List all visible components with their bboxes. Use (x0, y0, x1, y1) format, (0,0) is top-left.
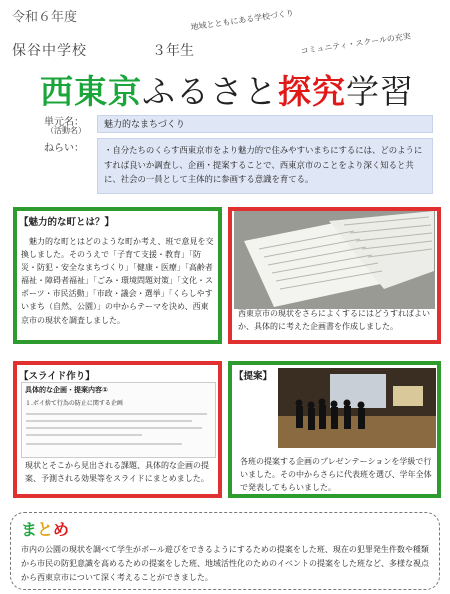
title-part-3: 探究 (278, 72, 346, 111)
school-name: 保谷中学校 (12, 43, 87, 59)
aim-label: ねらい： (44, 143, 84, 154)
title-part-2: ふるさと (142, 72, 278, 111)
school-year: 令和６年度 (12, 10, 78, 25)
grade-label: ３年生 (152, 43, 194, 59)
plan-photo (234, 211, 435, 309)
proposal-photo (278, 368, 436, 448)
section-slide (13, 361, 222, 498)
summary-text: 市内の公園の現状を調べて学生がボール遊びをできるようにするための提案をした班、現在の犯罪発生件数や種類から市民の防犯意識を高めるための提案をした班、地域活性化のためのイベントの提案をした班など、多様な視点から西東京市について深く考えることができました。 (21, 545, 429, 582)
slide-text-lines (22, 408, 215, 456)
summary-heading-1: ま (21, 520, 38, 539)
section-charm-heading: 【魅力的な町とは？】 (19, 217, 115, 228)
slide-title: 具体的な企画・提案内容① (25, 386, 108, 394)
section-charm (13, 207, 222, 344)
unit-sublabel: （活動名） (46, 126, 86, 135)
aim-text: ・自分たちのくらす西東京市をより魅力的で住みやすいまちにするには、どのようにすれば良いか調査し、企画・提案することで、西東京市のことをより深く知ると共に、社会の一員として主体的に参画する意識を育てる。 (97, 138, 433, 194)
section-slide-heading: 【スライド作り】 (19, 371, 95, 382)
title-part-4: 学習 (346, 72, 414, 111)
section-proposal-heading: 【提案】 (234, 371, 273, 382)
section-proposal-caption: 各班の提案する企画のプレゼンテーションを学級で行いました。その中からさらに代表班を選び、学年全体で発表してもらいました。 (240, 457, 432, 492)
section-proposal (228, 361, 441, 498)
summary-heading-2: と (37, 520, 54, 539)
summary-heading (21, 517, 69, 540)
page-title (40, 66, 414, 113)
section-slide-caption: 現状とそこから見出される課題、具体的な企画の提案、予測される効果等をスライドにまとめました。 (25, 461, 209, 483)
unit-label: 単元名： (44, 117, 84, 128)
summary-heading-3: め (53, 520, 70, 539)
summary-box (10, 512, 440, 590)
unit-value: 魅力的なまちづくり (97, 115, 433, 133)
subtitle-community: 地域とともにある学校づくり (190, 8, 295, 32)
section-charm-text: 魅力的な町とはどのような町か考え、班で意見を交換しました。そのうえで「子育て支援・教育」「防災・防犯・安全なまちづくり」「健康・医療」「高齢者福祉・障碍者福祉」「ごみ・環境問題対策」「文化・スポーツ・市民活動」「市政・議会・選挙」「くらしやすいまち（自然、公園）」の中からテーマを決め、西東京市の現状を調査しました。 (21, 237, 214, 325)
subtitle-school: コミュニティ・スクールの充実 (300, 31, 412, 56)
title-part-1: 西東京 (40, 72, 142, 111)
slide-line: １.ボイ捨て行為の防止に関する企画 (25, 400, 123, 407)
section-plan (228, 207, 441, 344)
section-plan-caption: 西東京市の現状をさらによくするにはどうすればよいか、具体的に考えた企画書を作成しました。 (238, 309, 430, 331)
slide-image (21, 382, 216, 458)
